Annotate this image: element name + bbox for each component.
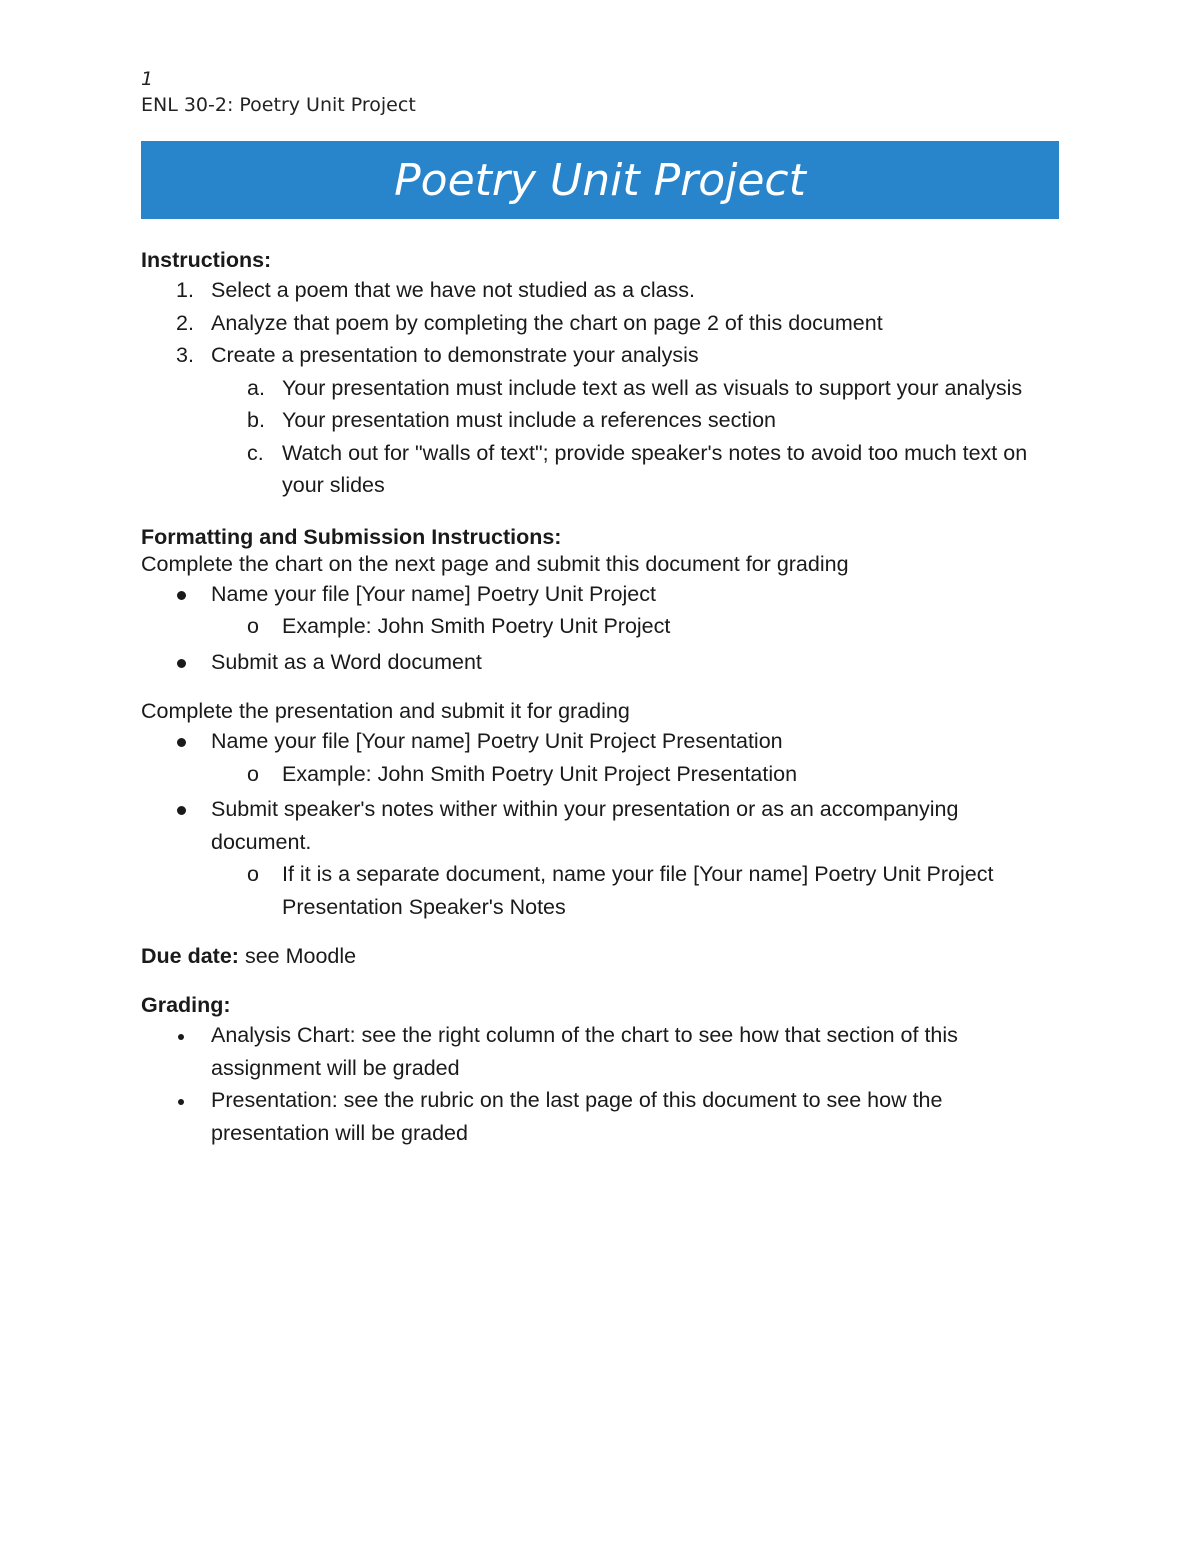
bullet-item <box>141 646 1041 679</box>
list-marker: c. <box>247 440 264 465</box>
bullet-item <box>141 793 1041 858</box>
list-marker: 2. <box>176 310 194 335</box>
due-date-value: see Moodle <box>238 944 357 968</box>
bullet-icon <box>178 1034 184 1040</box>
bullet-icon <box>177 806 186 815</box>
instructions-heading: Instructions: <box>141 248 272 272</box>
bullet-icon <box>178 1099 184 1105</box>
list-marker: b. <box>247 408 265 432</box>
bullet-text: Presentation: see the rubric on the last page of this document to see how the presentation will be graded <box>211 1088 943 1145</box>
instruction-subitem <box>141 437 1041 502</box>
page-header <box>141 66 416 118</box>
bullet-icon <box>177 738 186 747</box>
bullet-item <box>141 1084 1041 1149</box>
instruction-text: Select a poem that we have not studied as a class. <box>211 278 696 302</box>
bullet-text: Submit as a Word document <box>211 649 482 674</box>
example-text: If it is a separate document, name your file [Your name] Poetry Unit Project Presentation Speaker's Notes <box>282 862 994 919</box>
title-banner <box>141 141 1059 219</box>
bullet-icon <box>177 659 186 668</box>
instruction-text: Analyze that poem by completing the chart on page 2 of this document <box>211 310 883 335</box>
document-title: Poetry Unit Project <box>394 154 806 206</box>
example-text: Example: John Smith Poetry Unit Project Presentation <box>282 761 798 786</box>
bullet-text: Submit speaker's notes wither within your presentation or as an accompanying document. <box>211 797 959 854</box>
example-subitem <box>141 610 1041 643</box>
subitem-text: Watch out for "walls of text"; provide speaker's notes to avoid too much text on your slides <box>282 440 1028 497</box>
bullet-item <box>141 1019 1041 1084</box>
example-text: Example: John Smith Poetry Unit Project <box>282 614 671 638</box>
presentation-intro: Complete the presentation and submit it for grading <box>141 699 630 723</box>
formatting-heading: Formatting and Submission Instructions: <box>141 524 562 549</box>
list-marker: o <box>247 862 259 886</box>
bullet-text: Name your file [Your name] Poetry Unit Project <box>211 581 656 606</box>
due-date-label: Due date: <box>141 944 239 968</box>
bullet-text: Name your file [Your name] Poetry Unit Project Presentation <box>211 729 783 753</box>
instructions-list <box>141 274 1041 502</box>
instruction-subitem <box>141 372 1041 405</box>
instruction-text: Create a presentation to demonstrate your analysis <box>211 343 699 367</box>
bullet-text: Analysis Chart: see the right column of the chart to see how that section of this assignment will be graded <box>211 1023 958 1080</box>
list-marker: o <box>247 761 259 786</box>
subitem-text: Your presentation must include a references section <box>282 408 776 432</box>
bullet-item <box>141 725 1041 758</box>
course-line: ENL 30-2: Poetry Unit Project <box>141 94 416 116</box>
list-marker: 3. <box>176 343 194 367</box>
example-subitem <box>141 858 1041 923</box>
page-number: 1 <box>141 68 154 90</box>
instruction-subitem <box>141 404 1041 437</box>
bullet-icon <box>177 591 186 600</box>
grading-heading: Grading: <box>141 993 231 1017</box>
bullet-item <box>141 578 1041 611</box>
example-subitem <box>141 758 1041 791</box>
chart-intro: Complete the chart on the next page and submit this document for grading <box>141 551 849 576</box>
document-body <box>141 247 1041 1149</box>
instruction-item <box>141 274 1041 307</box>
instruction-item <box>141 339 1041 372</box>
subitem-text: Your presentation must include text as well as visuals to support your analysis <box>282 375 1023 400</box>
list-marker: 1. <box>176 278 194 302</box>
list-marker: o <box>247 614 259 638</box>
due-date-line <box>141 943 1041 970</box>
instruction-item <box>141 307 1041 340</box>
list-marker: a. <box>247 375 265 400</box>
